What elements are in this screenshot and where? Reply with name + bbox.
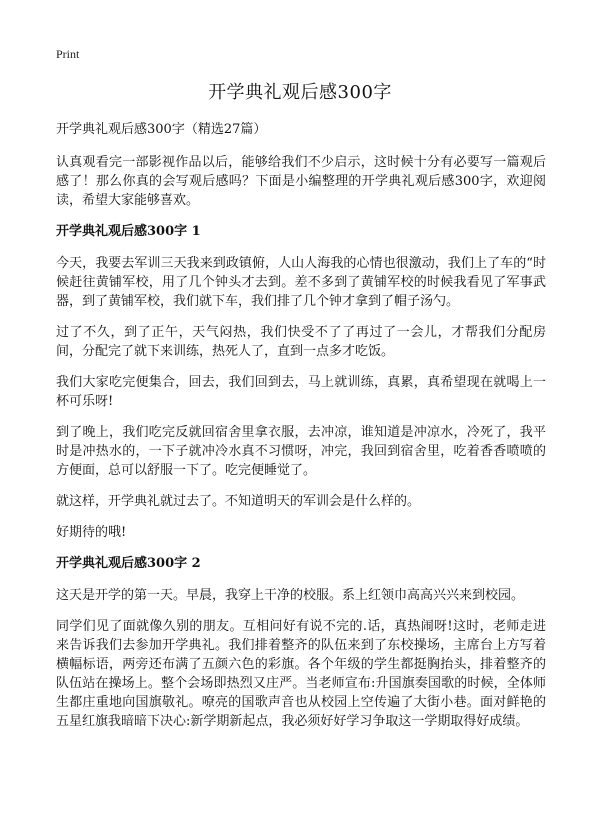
section-2-paragraph-2: 同学们见了面就像久别的朋友。互相问好有说不完的.话，真热闹呀!这时，老师走进来告诉我们去参加开学典礼。我们排着整齐的队伍来到了东校操场，主席台上方写着横幅标语，两旁还布满了五颜六色的彩旗。各个年级的学生都挺胸抬头，排着整齐的队伍站在操场上。整个会场即热烈又庄严。当老师宣布:升国旗奏国歌的时候，全体师生都庄重地向国旗敬礼。嘹亮的国歌声音也从校园上空传遍了大街小巷。面对鲜艳的五星红旗我暗暗下决心:新学期新起点，我必须好好学习争取这一学期取得好成绩。	[56, 619, 546, 729]
intro-paragraph: 认真观看完一部影视作品以后，能够给我们不少启示，这时候十分有必要写一篇观后感了！那么你真的会写观后感吗？下面是小编整理的开学典礼观后感300字，欢迎阅读，希望大家能够喜欢。	[56, 155, 546, 208]
section-1-paragraph-1: 今天，我要去军训三天我来到政镇俯，人山人海我的心情也很激动，我们上了车的“时候赶往黄铺军校，用了几个钟头才去到。差不多到了黄铺军校的时候我看见了军事武器，到了黄铺军校，我们就下车，我们排了几个钟才拿到了帽子汤勺。	[56, 256, 546, 309]
article-body	[56, 120, 546, 743]
article-subtitle: 开学典礼观后感300字（精选27篇）	[56, 122, 267, 137]
section-heading-1: 开学典礼观后感300字 1	[56, 224, 201, 239]
section-1-paragraph-6: 好期待的哦!	[56, 525, 127, 540]
page-title: 开学典礼观后感300字	[208, 82, 392, 103]
section-heading-2: 开学典礼观后感300字 2	[56, 556, 201, 571]
print-link[interactable]: Print	[56, 47, 80, 61]
section-1-paragraph-3: 我们大家吃完便集合，回去，我们回到去，马上就训练，真累，真希望现在就喝上一杯可乐呀!	[56, 375, 546, 409]
section-2-paragraph-1: 这天是开学的第一天。早晨，我穿上干净的校服。系上红领巾高高兴兴来到校园。	[56, 588, 525, 603]
section-1-paragraph-4: 到了晚上，我们吃完反就回宿舍里拿衣服，去冲凉，谁知道是冲凉水，冷死了，我平时是冲热水的，一下子就冲冷水真不习惯呀，冲完，我回到宿舍里，吃着香香喷喷的方便面，总可以舒服一下了。吃完便睡觉了。	[56, 425, 546, 478]
section-1-paragraph-5: 就这样，开学典礼就过去了。不知道明天的军训会是什么样的。	[56, 494, 421, 509]
section-1-paragraph-2: 过了不久，到了正午，天气闷热，我们快受不了了再过了一会儿，才帮我们分配房间，分配完了就下来训练，热死人了，直到一点多才吃饭。	[56, 325, 546, 359]
